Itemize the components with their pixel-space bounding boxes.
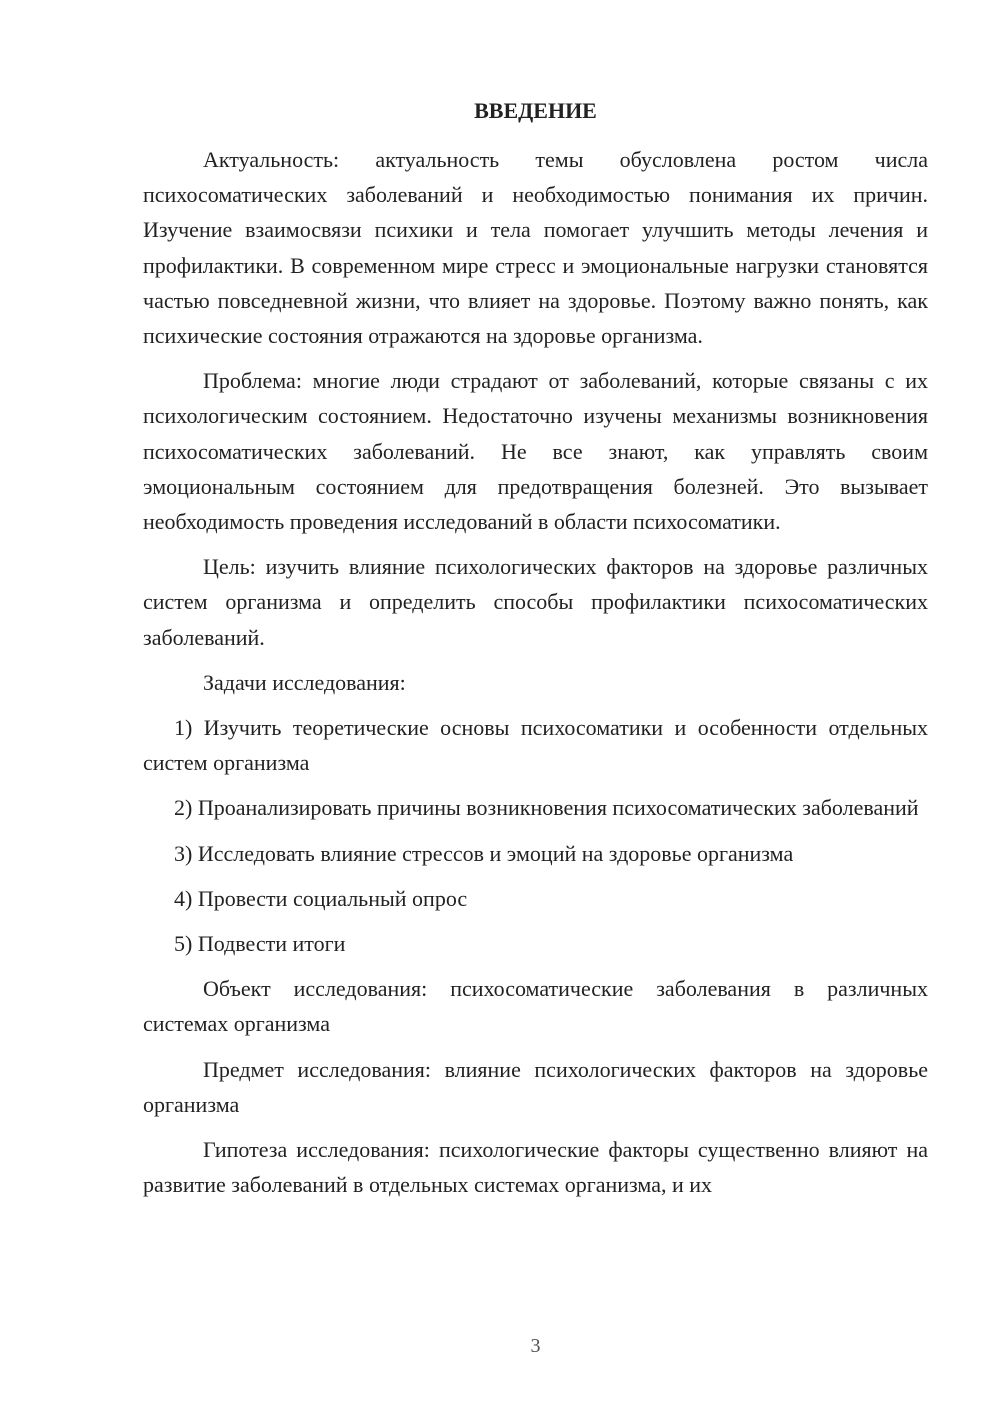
document-body [143, 142, 928, 1202]
page-title: ВВЕДЕНИЕ [474, 98, 597, 123]
paragraph-goal: Цель: изучить влияние психологических факторов на здоровье различных систем организма и определить способы профилактики психосоматических заболеваний. [143, 554, 928, 650]
tasks-heading: Задачи исследования: [203, 669, 406, 695]
paragraph-object: Объект исследования: психосоматические заболевания в различных системах организма [143, 976, 928, 1037]
list-item: 4) Провести социальный опрос [174, 885, 468, 911]
page-number: 3 [530, 1335, 541, 1357]
list-item: 2) Проанализировать причины возникновения психосоматических заболеваний [174, 795, 919, 821]
document-page [143, 0, 928, 1414]
paragraph-relevance: Актуальность: актуальность темы обусловлена ростом числа психосоматических заболеваний и необходимостью понимания их причин. Изучение взаимосвязи психики и тела помогает улучшить методы лечения и профилактики. В современном мире стресс и эмоциональные нагрузки становятся частью повседневной жизни, что влияет на здоровье. Поэтому важно понять, как психические состояния отражаются на здоровье организма. [143, 147, 928, 349]
list-item: 5) Подвести итоги [174, 931, 346, 957]
list-item: 1) Изучить теоретические основы психосоматики и особенности отдельных систем организма [143, 715, 928, 776]
paragraph-subject: Предмет исследования: влияние психологических факторов на здоровье организма [143, 1056, 928, 1117]
paragraph-problem: Проблема: многие люди страдают от заболеваний, которые связаны с их психологическим состоянием. Недостаточно изучены механизмы возникновения психосоматических заболеваний. Не все знают, как управлять своим эмоциональным состоянием для предотвращения болезней. Это вызывает необходимость проведения исследований в области психосоматики. [143, 368, 928, 535]
list-item: 3) Исследовать влияние стрессов и эмоций на здоровье организма [174, 840, 794, 866]
paragraph-hypothesis: Гипотеза исследования: психологические факторы существенно влияют на развитие заболеваний в отдельных системах организма, и их [143, 1137, 928, 1198]
